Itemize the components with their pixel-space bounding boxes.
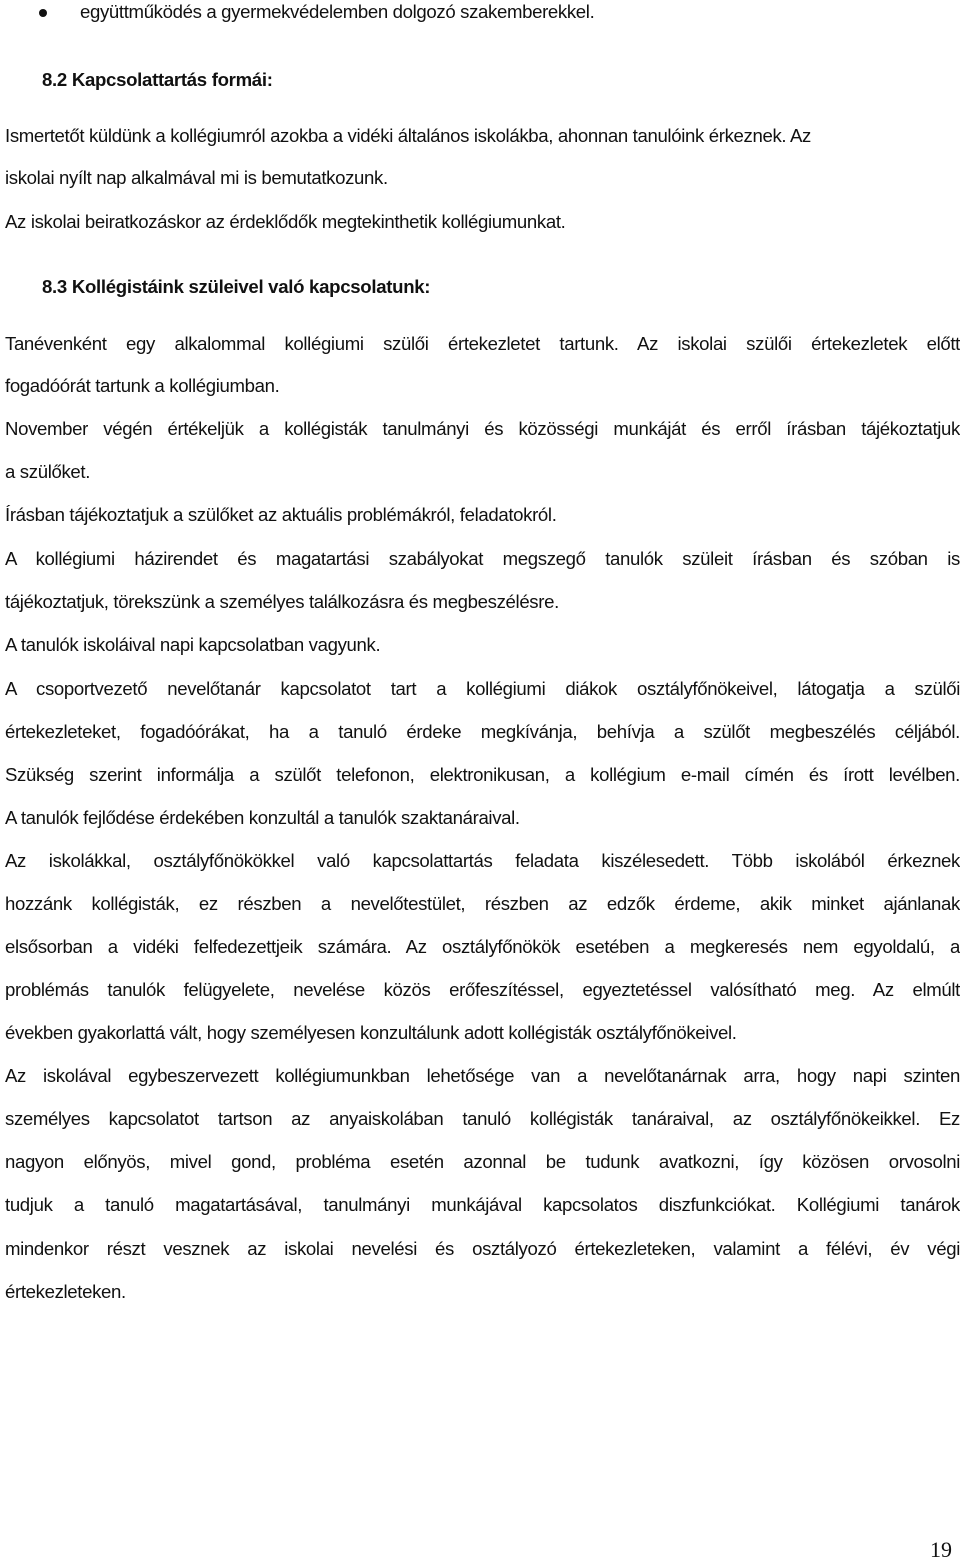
paragraph-line: hozzánk kollégisták, ez részben a nevelőtestület, részben az edzők érdeme, akik minket ajánlanak	[5, 893, 960, 914]
paragraph-line: Tanévenként egy alkalommal kollégiumi szülői értekezletet tartunk. Az iskolai szülői értekezletek előtt	[5, 333, 960, 354]
paragraph-line: Írásban tájékoztatjuk a szülőket az aktuális problémákról, feladatokról.	[5, 504, 557, 525]
section-heading-8-3: 8.3 Kollégistáink szüleivel való kapcsolatunk:	[42, 276, 431, 297]
paragraph-line: problémás tanulók felügyelete, nevelése közös erőfeszítéssel, egyeztetéssel valósítható meg. Az elmúlt	[5, 979, 960, 1000]
paragraph-line: A csoportvezető nevelőtanár kapcsolatot tart a kollégiumi diákok osztályfőnökeivel, látogatja a szülői	[5, 678, 960, 699]
paragraph-line: Ismertetőt küldünk a kollégiumról azokba a vidéki általános iskolákba, ahonnan tanulóink érkeznek. Az	[5, 125, 811, 146]
paragraph-line: Szükség szerint informálja a szülőt telefonon, elektronikusan, a kollégium e-mail címén és írott levélben.	[5, 764, 960, 785]
bullet-item	[0, 0, 960, 26]
paragraph-line: személyes kapcsolatot tartson az anyaiskolában tanuló kollégisták tanáraival, az osztályfőnökeikkel. Ez	[5, 1108, 960, 1129]
paragraph-line: elsősorban a vidéki felfedezettjeik számára. Az osztályfőnökök esetében a megkeresés nem egyoldalú, a	[5, 936, 960, 957]
paragraph-line: tájékoztatjuk, törekszünk a személyes találkozásra és megbeszélésre.	[5, 591, 559, 612]
paragraph-line: a szülőket.	[5, 461, 91, 482]
paragraph-line: években gyakorlattá vált, hogy személyesen konzultálunk adott kollégisták osztályfőnökeivel.	[5, 1022, 737, 1043]
paragraph-line: értekezleteken.	[5, 1281, 126, 1302]
paragraph-line: fogadóórát tartunk a kollégiumban.	[5, 375, 280, 396]
section-heading-8-2: 8.2 Kapcsolattartás formái:	[42, 69, 273, 90]
paragraph-line: A tanulók fejlődése érdekében konzultál a tanulók szaktanáraival.	[5, 807, 520, 828]
bullet-icon	[38, 8, 48, 18]
bullet-text: együttműködés a gyermekvédelemben dolgozó szakemberekkel.	[80, 1, 595, 22]
paragraph-line: tudjuk a tanuló magatartásával, tanulmányi munkájával kapcsolatos diszfunkciókat. Kollégiumi tanárok	[5, 1194, 960, 1215]
paragraph-line: A tanulók iskoláival napi kapcsolatban vagyunk.	[5, 634, 381, 655]
paragraph-line: nagyon előnyös, mivel gond, probléma esetén azonnal be tudunk avatkozni, így közösen orvosolni	[5, 1151, 960, 1172]
paragraph-line: iskolai nyílt nap alkalmával mi is bemutatkozunk.	[5, 167, 388, 188]
paragraph-line: értekezleteket, fogadóórákat, ha a tanuló érdeke megkívánja, behívja a szülőt megbeszélés céljából.	[5, 721, 960, 742]
paragraph-line: Az iskolával egybeszervezett kollégiumunkban lehetősége van a nevelőtanárnak arra, hogy napi szinten	[5, 1065, 960, 1086]
paragraph-line: mindenkor részt vesznek az iskolai nevelési és osztályozó értekezleteken, valamint a félévi, év végi	[5, 1238, 960, 1259]
paragraph-line: Az iskolai beiratkozáskor az érdeklődők megtekinthetik kollégiumunkat.	[5, 211, 566, 232]
paragraph-line: A kollégiumi házirendet és magatartási szabályokat megszegő tanulók szüleit írásban és szóban is	[5, 548, 960, 569]
page-number: 19	[930, 1537, 952, 1562]
paragraph-line: November végén értékeljük a kollégisták tanulmányi és közösségi munkáját és erről írásban tájékoztatjuk	[5, 418, 960, 439]
paragraph-line: Az iskolákkal, osztályfőnökökkel való kapcsolattartás feladata kiszélesedett. Több iskolából érkeznek	[5, 850, 960, 871]
